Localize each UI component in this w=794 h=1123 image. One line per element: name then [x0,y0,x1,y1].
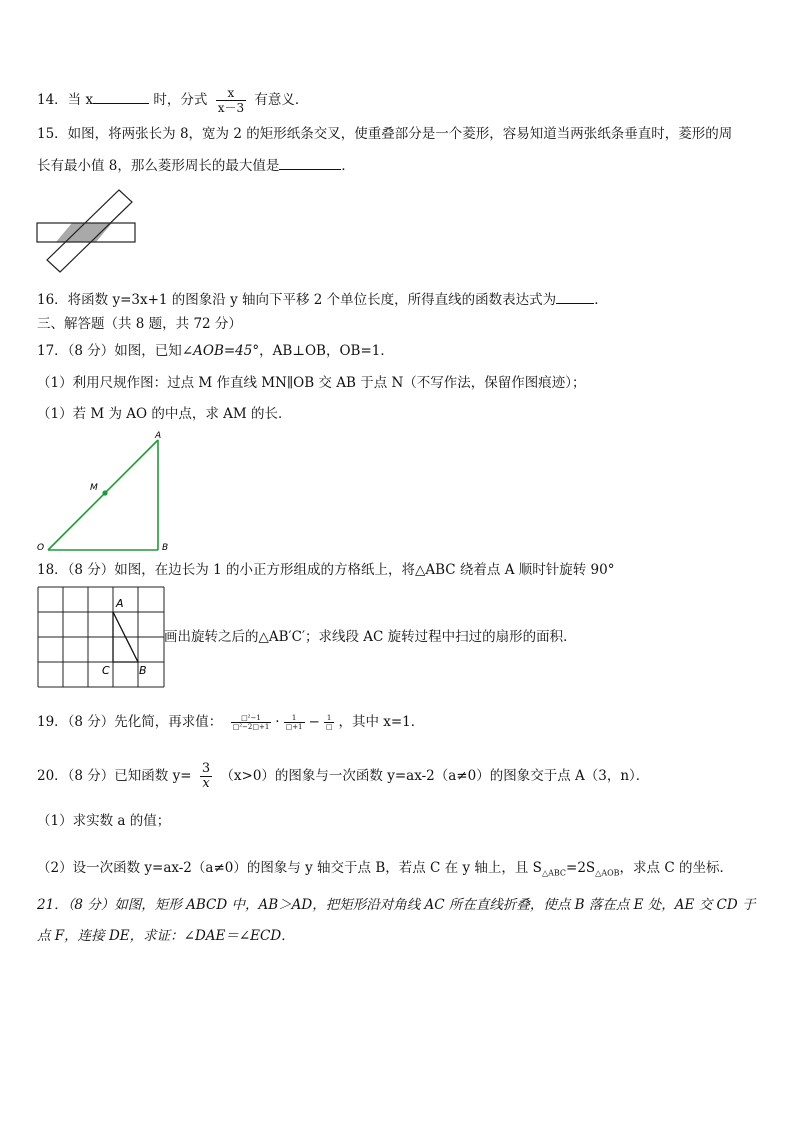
q16-blank[interactable] [556,289,594,304]
q14-frac-den: x－3 [217,101,245,115]
question-19 [37,712,424,732]
q19-f2-num: 1 [284,714,305,723]
question-14 [37,86,308,115]
q19-f1-num: □²−1 [231,714,272,723]
section-3-heading: 三、解答题（共 8 题，共 72 分） [37,316,242,332]
q20-frac-num: 3 [201,761,211,776]
q19-fraction-3 [324,714,335,731]
question-16 [37,289,608,310]
q14-prefix: 14．当 x [37,92,94,108]
question-17 [37,341,394,361]
q15-blank[interactable] [279,155,341,170]
label-m: M [90,483,98,493]
q18-line1: 18．（8 分）如图，在边长为 1 的小正方形组成的方格纸上，将△ABC 绕着点 A 顺时针旋转 90° [37,562,615,578]
label-a: A [155,431,162,441]
q17-angle: ∠AOB=45° [181,343,260,359]
q15-strips-figure [36,188,140,276]
q16-end: ． [594,292,608,308]
q19-f1-den: □²−2□+1 [232,723,270,731]
q20-sub-aob: △AOB [595,868,620,878]
q20-part2-tail: ，求点 C 的坐标． [619,860,733,876]
q17-triangle-figure [34,428,184,558]
q20-tail: （x>0）的图象与一次函数 y=ax-2（a≠0）的图象交于点 A（3，n）． [220,768,650,784]
q19-fraction-1 [231,714,272,731]
q19-f3-num: 1 [324,714,335,723]
q19-tail: ，其中 x=1． [338,714,425,730]
q20-part2-mid: =2S [566,860,596,876]
q19-head: 19．（8 分）先化简，再求值： [37,714,223,730]
segment-oa [48,440,158,550]
q19-f3-den: □ [325,723,333,731]
q15-line1: 15．如图，将两张长为 8，宽为 2 的矩形纸条交叉，使重叠部分是一个菱形，容易知道当两张纸条垂直时，菱形的周 [37,126,733,142]
q17-part1: （1）利用尺规作图：过点 M 作直线 MN∥OB 交 AB 于点 N（不写作法，保留作图痕迹）； [37,375,586,391]
q14-suffix: 有意义． [254,92,309,108]
q14-blank[interactable] [93,89,149,104]
question-20 [37,762,649,791]
q14-fraction [216,86,246,115]
grid-label-c: C [102,664,110,677]
q21-line2: 点 F，连接 DE，求证：∠DAE＝∠ECD． [37,928,295,944]
q18-grid-figure [37,586,167,689]
q20-sub-abc: △ABC [541,868,567,878]
q15-line2-end: ． [341,158,355,174]
q19-fraction-2 [284,714,305,731]
q20-part2-head: （2）设一次函数 y=ax-2（a≠0）的图象与 y 轴交于点 B，若点 C 在 y 轴上，且 S [37,860,542,876]
q14-frac-num: x [216,86,246,101]
q19-dot: · [275,714,280,730]
q20-frac-den: x [202,776,210,791]
q15-line2: 长有最小值 8，那么菱形周长的最大值是 [37,158,280,174]
label-b: B [162,543,169,553]
q19-f2-den: □+1 [285,723,303,731]
point-m [102,490,107,495]
label-o: O [37,543,45,553]
q18-line2: 画出旋转之后的△AB′C′；求线段 AC 旋转过程中扫过的扇形的面积． [164,629,577,645]
q20-head: 20．（8 分）已知函数 y= [37,768,192,784]
q19-minus: − [308,714,320,730]
q17-tail: ，AB⊥OB，OB=1． [259,343,394,359]
q20-part1: （1）求实数 a 的值； [37,813,171,829]
q21-line1: 21．（8 分）如图，矩形 ABCD 中，AB＞AD，把矩形沿对角线 AC 所在直线折叠，使点 B 落在点 E 处，AE 交 CD 于 [37,897,756,913]
q17-part2: （1）若 M 为 AO 的中点，求 AM 的长． [37,406,292,422]
grid-label-b: B [139,664,147,677]
overlap-rhombus [56,223,112,242]
q16-text: 16．将函数 y=3x+1 的图象沿 y 轴向下平移 2 个单位长度，所得直线的函数表达式为 [37,292,557,308]
q20-part2 [37,858,733,884]
grid-label-a: A [116,597,124,610]
q17-head: 17．（8 分）如图，已知 [37,343,182,359]
q14-mid: 时，分式 [149,92,208,108]
q20-fraction [200,762,212,791]
question-15-line2 [37,155,355,176]
